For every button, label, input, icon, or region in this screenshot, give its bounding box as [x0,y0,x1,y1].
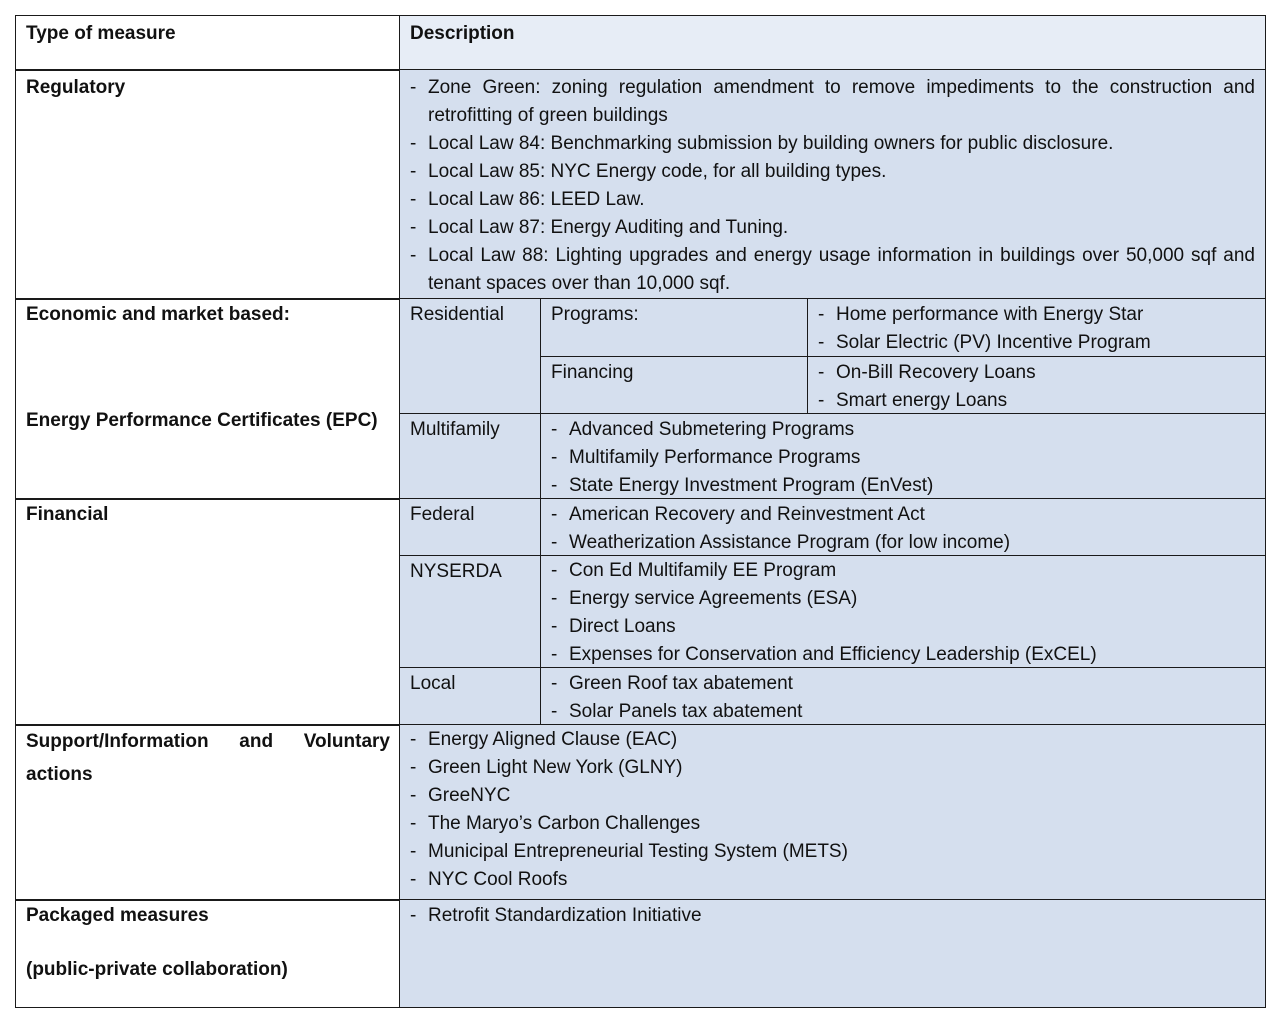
multifamily-list-cell [540,413,1266,500]
packaged-label-cell [15,899,401,1008]
multifamily-list [541,414,1265,500]
list-item: - Green Roof tax abatement [551,670,1255,698]
list-item: - Solar Electric (PV) Incentive Program [818,329,1255,357]
local-list [541,668,1265,726]
list-item: - Municipal Entrepreneurial Testing System (METS) [410,838,1255,866]
support-label: Support/Information and Voluntary actions [15,724,401,901]
economic-label: Economic and market based: [26,304,290,325]
list-item: - The Maryo’s Carbon Challenges [410,810,1255,838]
list-item: - Con Ed Multifamily EE Program [551,557,1255,585]
federal-list-cell [540,498,1266,557]
list-item: - NYC Cool Roofs [410,866,1255,894]
list-item: - Local Law 85: NYC Energy code, for all building types. [410,158,1255,186]
nyserda-list [541,556,1265,669]
list-item: - Green Light New York (GLNY) [410,754,1255,782]
residential-label: Residential [399,298,542,415]
support-list [400,725,1265,894]
epc-label: Energy Performance Certificates (EPC) [26,410,378,431]
list-item: - GreeNYC [410,782,1255,810]
financing-list [808,357,1265,415]
list-item: - Local Law 88: Lighting upgrades and energy usage information in buildings over 50,000 sqf and tenant spaces over than 10,000 sqf. [410,242,1255,298]
header-type-of-measure: Type of measure [15,15,401,71]
list-item: - Local Law 86: LEED Law. [410,186,1255,214]
list-item: - On-Bill Recovery Loans [818,359,1255,387]
list-item: - Energy service Agreements (ESA) [551,585,1255,613]
programs-list [808,299,1265,357]
list-item: - Zone Green: zoning regulation amendment to remove impediments to the construction and retrofitting of green buildings [410,74,1255,130]
list-item: - Smart energy Loans [818,387,1255,415]
list-item: - American Recovery and Reinvestment Act [551,501,1255,529]
programs-list-cell [807,298,1266,358]
list-item: - Weatherization Assistance Program (for low income) [551,529,1255,557]
packaged-label: Packaged measures [26,905,209,926]
list-item: - Expenses for Conservation and Efficiency Leadership (ExCEL) [551,641,1255,669]
list-item: - Local Law 84: Benchmarking submission by building owners for public disclosure. [410,130,1255,158]
header-description: Description [399,15,1266,71]
local-label: Local [399,667,542,726]
list-item: - Retrofit Standardization Initiative [410,902,1255,930]
financing-list-cell [807,356,1266,415]
financing-label: Financing [540,356,809,415]
list-item: - Solar Panels tax abatement [551,698,1255,726]
support-list-cell [399,724,1266,901]
list-item: - Multifamily Performance Programs [551,444,1255,472]
list-item: - Energy Aligned Clause (EAC) [410,726,1255,754]
nyserda-list-cell [540,555,1266,669]
programs-label: Programs: [540,298,809,358]
regulatory-label: Regulatory [15,69,401,300]
economic-label-cell [15,298,401,500]
list-item: - Advanced Submetering Programs [551,416,1255,444]
list-item: - State Energy Investment Program (EnVest) [551,472,1255,500]
regulatory-list [400,70,1265,298]
local-list-cell [540,667,1266,726]
list-item: - Direct Loans [551,613,1255,641]
list-item: - Home performance with Energy Star [818,301,1255,329]
packaged-list-cell [399,899,1266,1008]
public-private-label: (public-private collaboration) [26,959,288,980]
nyserda-label: NYSERDA [399,555,542,669]
regulatory-description [399,69,1266,300]
financial-label: Financial [15,498,401,726]
list-item: - Local Law 87: Energy Auditing and Tuning. [410,214,1255,242]
federal-label: Federal [399,498,542,557]
federal-list [541,499,1265,557]
multifamily-label: Multifamily [399,413,542,500]
packaged-list [400,900,1265,930]
